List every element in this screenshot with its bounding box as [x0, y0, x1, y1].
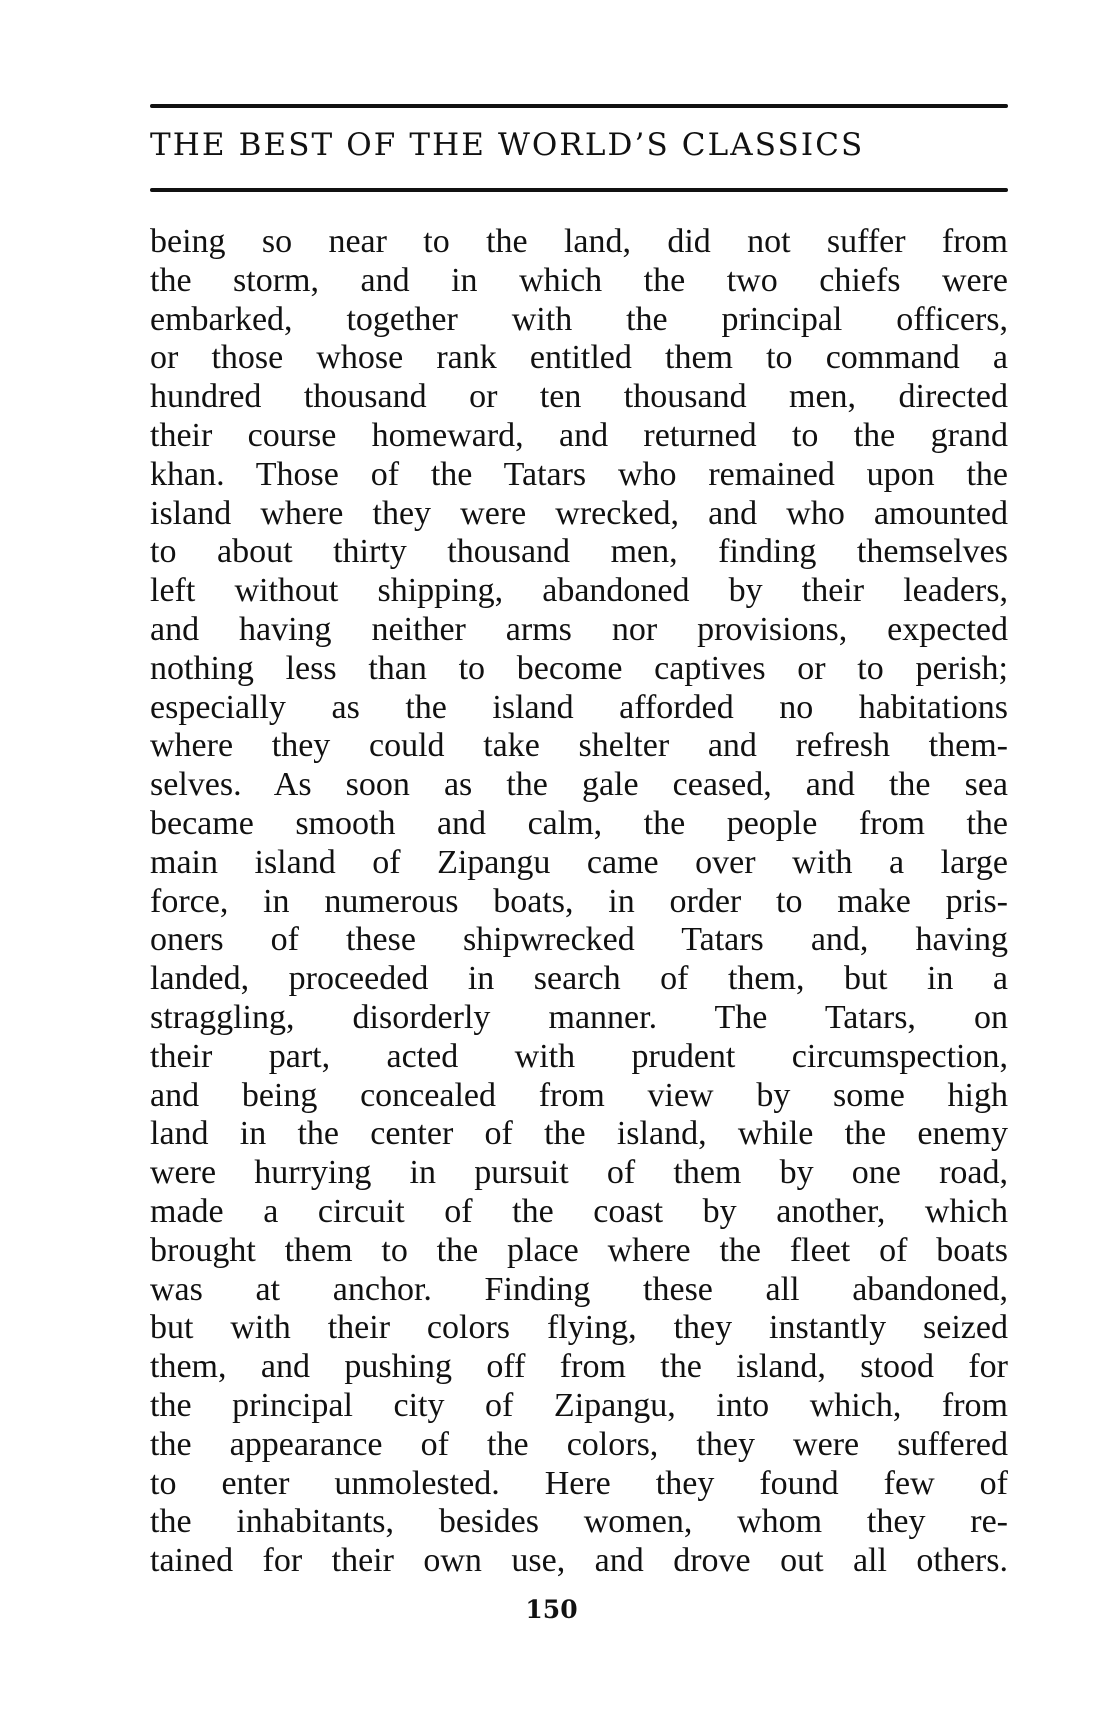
- text-line: khan. Those of the Tatars who remained upon the: [150, 455, 1008, 493]
- text-line: selves. As soon as the gale ceased, and the sea: [150, 766, 1008, 804]
- running-header-title: THE BEST OF THE WORLD’S CLASSICS: [150, 127, 865, 163]
- text-line: tained for their own use, and drove out all others.: [150, 1542, 1008, 1580]
- text-line: the storm, and in which the two chiefs were: [150, 261, 1008, 299]
- text-line: especially as the island afforded no habitations: [150, 688, 1008, 726]
- text-line: and having neither arms nor provisions, expected: [150, 610, 1008, 648]
- text-line: them, and pushing off from the island, stood for: [150, 1348, 1008, 1386]
- text-line: to enter unmolested. Here they found few of: [150, 1464, 1008, 1502]
- text-line: hundred thousand or ten thousand men, directed: [150, 378, 1008, 416]
- text-line: force, in numerous boats, in order to make pris-: [150, 882, 1008, 920]
- header-rule-top: [150, 104, 1008, 108]
- text-line: embarked, together with the principal officers,: [150, 300, 1008, 338]
- text-line: land in the center of the island, while the enemy: [150, 1115, 1008, 1153]
- text-line: oners of these shipwrecked Tatars and, having: [150, 921, 1008, 959]
- text-line: became smooth and calm, the people from the: [150, 804, 1008, 842]
- text-line: main island of Zipangu came over with a large: [150, 843, 1008, 881]
- text-line: nothing less than to become captives or to perish;: [150, 649, 1008, 687]
- text-line: their part, acted with prudent circumspection,: [150, 1037, 1008, 1075]
- text-line: made a circuit of the coast by another, which: [150, 1192, 1008, 1230]
- text-line: the appearance of the colors, they were suffered: [150, 1425, 1008, 1463]
- text-line: island where they were wrecked, and who amounted: [150, 494, 1008, 532]
- text-line: their course homeward, and returned to the grand: [150, 416, 1008, 454]
- text-line: straggling, disorderly manner. The Tatars, on: [150, 998, 1008, 1036]
- text-line: was at anchor. Finding these all abandoned,: [150, 1270, 1008, 1308]
- text-line: but with their colors flying, they instantly seized: [150, 1309, 1008, 1347]
- text-line: to about thirty thousand men, finding themselves: [150, 533, 1008, 571]
- page-number: 150: [525, 1595, 578, 1624]
- text-line: left without shipping, abandoned by their leaders,: [150, 572, 1008, 610]
- body-text: [150, 223, 1008, 1581]
- text-line: the inhabitants, besides women, whom they re-: [150, 1503, 1008, 1541]
- text-line: landed, proceeded in search of them, but in a: [150, 960, 1008, 998]
- text-line: were hurrying in pursuit of them by one road,: [150, 1154, 1008, 1192]
- text-line: being so near to the land, did not suffer from: [150, 223, 1008, 260]
- text-line: or those whose rank entitled them to command a: [150, 339, 1008, 377]
- header-rule-bottom: [150, 188, 1008, 192]
- text-line: brought them to the place where the fleet of boats: [150, 1231, 1008, 1269]
- text-line: where they could take shelter and refresh them-: [150, 727, 1008, 765]
- text-line: and being concealed from view by some high: [150, 1076, 1008, 1114]
- text-line: the principal city of Zipangu, into which, from: [150, 1386, 1008, 1424]
